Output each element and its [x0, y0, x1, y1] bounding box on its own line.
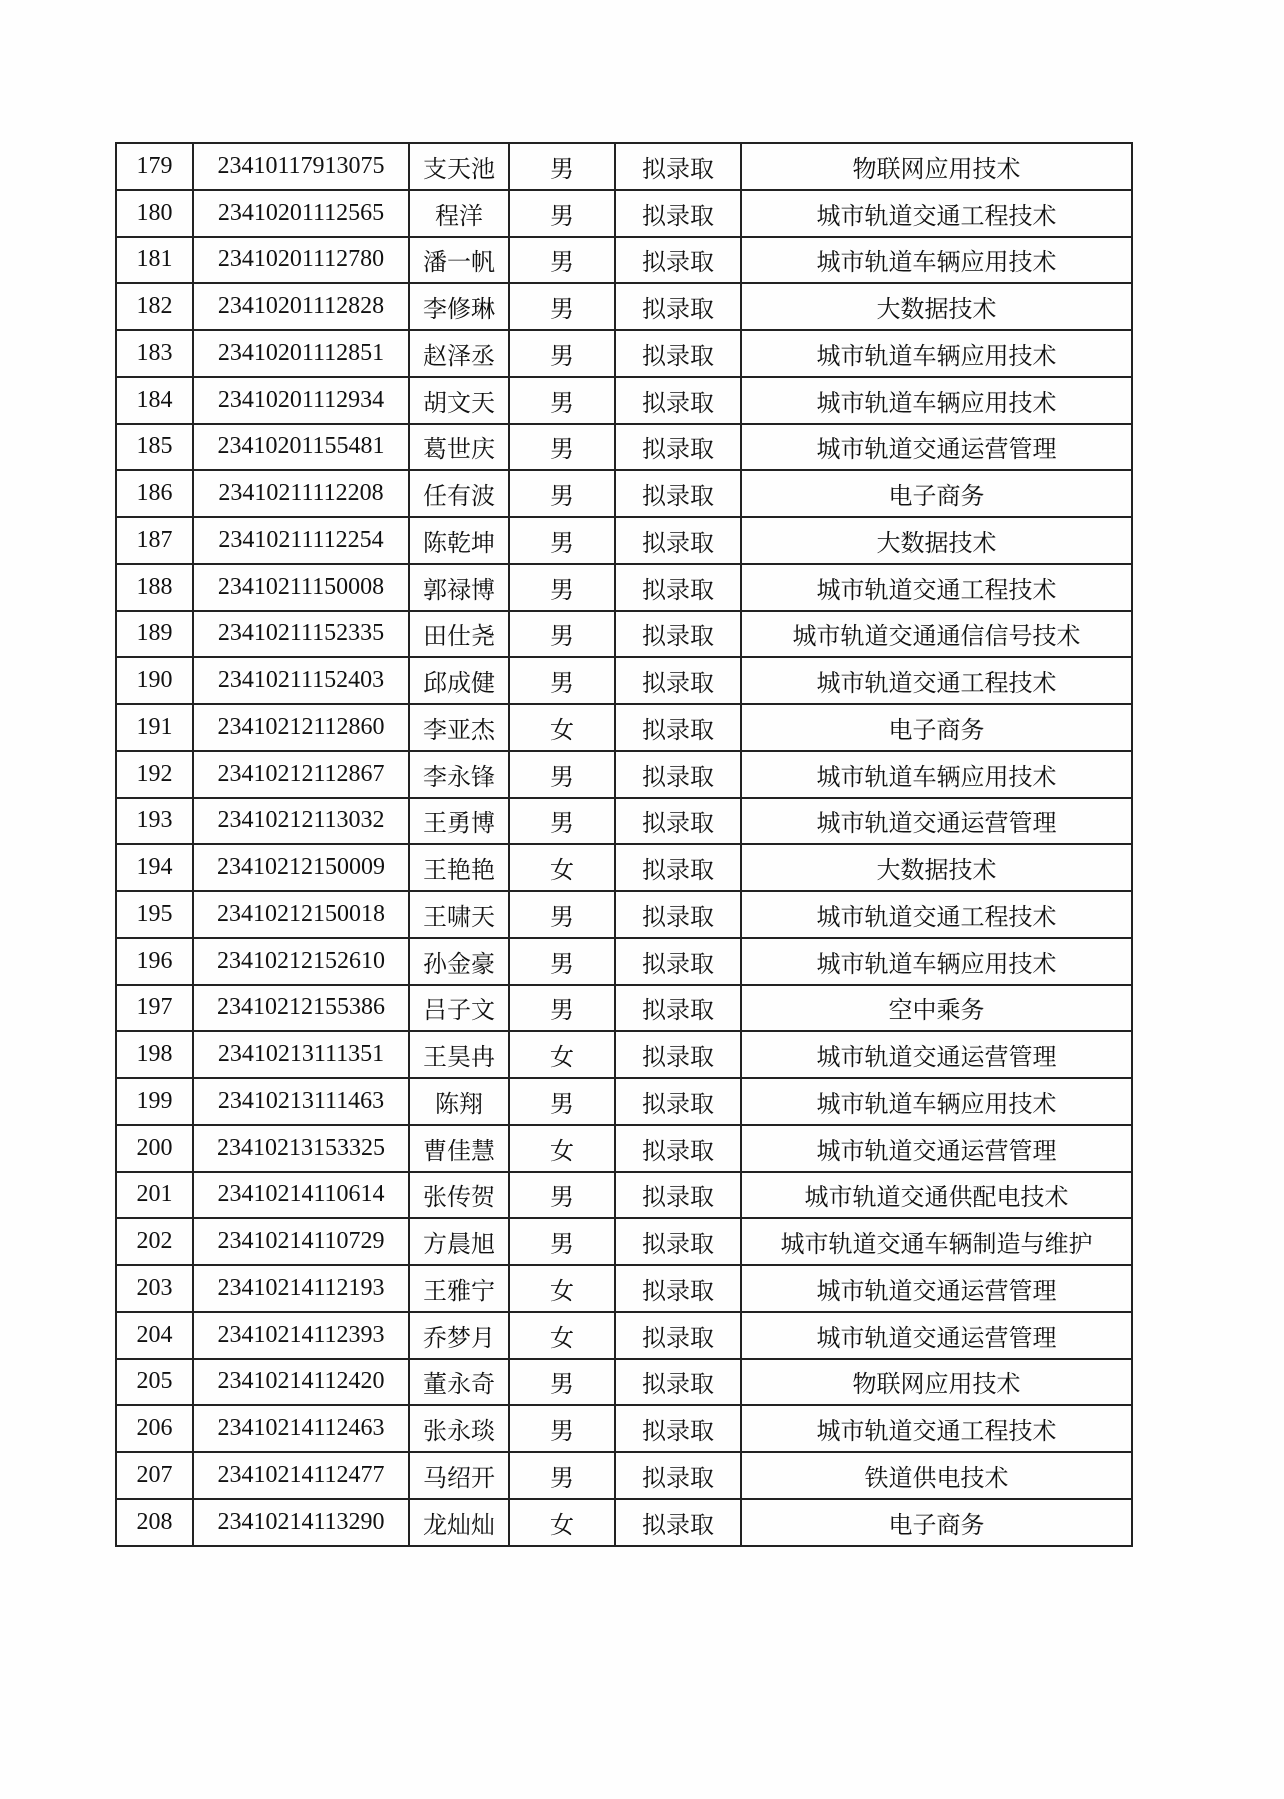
name-cell: 葛世庆 — [409, 424, 509, 471]
table-row — [116, 517, 1132, 564]
name-cell: 任有波 — [409, 470, 509, 517]
exam-number-cell: 23410211150008 — [193, 564, 409, 611]
major-cell: 大数据技术 — [741, 517, 1132, 564]
table-row — [116, 751, 1132, 798]
status-cell: 拟录取 — [615, 1125, 741, 1172]
major-cell: 空中乘务 — [741, 985, 1132, 1032]
status-cell: 拟录取 — [615, 470, 741, 517]
seq-cell: 195 — [116, 891, 193, 938]
major-cell: 城市轨道交通运营管理 — [741, 1125, 1132, 1172]
name-cell: 邱成健 — [409, 657, 509, 704]
seq-cell: 186 — [116, 470, 193, 517]
status-cell: 拟录取 — [615, 891, 741, 938]
seq-cell: 193 — [116, 798, 193, 845]
gender-cell: 男 — [509, 237, 615, 284]
seq-cell: 196 — [116, 938, 193, 985]
gender-cell: 男 — [509, 1452, 615, 1499]
name-cell: 董永奇 — [409, 1359, 509, 1406]
exam-number-cell: 23410212150009 — [193, 844, 409, 891]
seq-cell: 199 — [116, 1078, 193, 1125]
major-cell: 铁道供电技术 — [741, 1452, 1132, 1499]
exam-number-cell: 23410214112420 — [193, 1359, 409, 1406]
table-row — [116, 190, 1132, 237]
name-cell: 吕子文 — [409, 985, 509, 1032]
status-cell: 拟录取 — [615, 798, 741, 845]
gender-cell: 男 — [509, 517, 615, 564]
status-cell: 拟录取 — [615, 1405, 741, 1452]
exam-number-cell: 23410211112208 — [193, 470, 409, 517]
gender-cell: 男 — [509, 330, 615, 377]
exam-number-cell: 23410201112780 — [193, 237, 409, 284]
seq-cell: 191 — [116, 704, 193, 751]
major-cell: 大数据技术 — [741, 844, 1132, 891]
exam-number-cell: 23410212112860 — [193, 704, 409, 751]
exam-number-cell: 23410213153325 — [193, 1125, 409, 1172]
table-row — [116, 1078, 1132, 1125]
status-cell: 拟录取 — [615, 564, 741, 611]
name-cell: 李修琳 — [409, 283, 509, 330]
status-cell: 拟录取 — [615, 283, 741, 330]
gender-cell: 男 — [509, 377, 615, 424]
major-cell: 城市轨道交通工程技术 — [741, 564, 1132, 611]
seq-cell: 189 — [116, 611, 193, 658]
status-cell: 拟录取 — [615, 330, 741, 377]
status-cell: 拟录取 — [615, 1218, 741, 1265]
gender-cell: 女 — [509, 1265, 615, 1312]
table-row — [116, 330, 1132, 377]
seq-cell: 188 — [116, 564, 193, 611]
exam-number-cell: 23410201112934 — [193, 377, 409, 424]
table-row — [116, 1265, 1132, 1312]
seq-cell: 182 — [116, 283, 193, 330]
status-cell: 拟录取 — [615, 611, 741, 658]
major-cell: 城市轨道交通运营管理 — [741, 1265, 1132, 1312]
seq-cell: 187 — [116, 517, 193, 564]
table-row — [116, 1499, 1132, 1546]
major-cell: 物联网应用技术 — [741, 143, 1132, 190]
status-cell: 拟录取 — [615, 190, 741, 237]
name-cell: 陈乾坤 — [409, 517, 509, 564]
status-cell: 拟录取 — [615, 938, 741, 985]
status-cell: 拟录取 — [615, 844, 741, 891]
major-cell: 城市轨道车辆应用技术 — [741, 330, 1132, 377]
gender-cell: 男 — [509, 424, 615, 471]
exam-number-cell: 23410211112254 — [193, 517, 409, 564]
exam-number-cell: 23410212155386 — [193, 985, 409, 1032]
status-cell: 拟录取 — [615, 377, 741, 424]
table-row — [116, 704, 1132, 751]
seq-cell: 198 — [116, 1031, 193, 1078]
major-cell: 城市轨道交通工程技术 — [741, 1405, 1132, 1452]
name-cell: 田仕尧 — [409, 611, 509, 658]
exam-number-cell: 23410212150018 — [193, 891, 409, 938]
major-cell: 城市轨道交通运营管理 — [741, 1031, 1132, 1078]
table-row — [116, 1031, 1132, 1078]
seq-cell: 180 — [116, 190, 193, 237]
major-cell: 大数据技术 — [741, 283, 1132, 330]
status-cell: 拟录取 — [615, 143, 741, 190]
name-cell: 王昊冉 — [409, 1031, 509, 1078]
status-cell: 拟录取 — [615, 1031, 741, 1078]
status-cell: 拟录取 — [615, 237, 741, 284]
status-cell: 拟录取 — [615, 424, 741, 471]
exam-number-cell: 23410212112867 — [193, 751, 409, 798]
status-cell: 拟录取 — [615, 1172, 741, 1219]
status-cell: 拟录取 — [615, 1499, 741, 1546]
name-cell: 马绍开 — [409, 1452, 509, 1499]
seq-cell: 183 — [116, 330, 193, 377]
seq-cell: 185 — [116, 424, 193, 471]
seq-cell: 208 — [116, 1499, 193, 1546]
name-cell: 王艳艳 — [409, 844, 509, 891]
major-cell: 城市轨道交通车辆制造与维护 — [741, 1218, 1132, 1265]
name-cell: 龙灿灿 — [409, 1499, 509, 1546]
seq-cell: 205 — [116, 1359, 193, 1406]
exam-number-cell: 23410201155481 — [193, 424, 409, 471]
seq-cell: 202 — [116, 1218, 193, 1265]
table-row — [116, 798, 1132, 845]
seq-cell: 207 — [116, 1452, 193, 1499]
exam-number-cell: 23410201112565 — [193, 190, 409, 237]
name-cell: 王雅宁 — [409, 1265, 509, 1312]
exam-number-cell: 23410212113032 — [193, 798, 409, 845]
name-cell: 陈翔 — [409, 1078, 509, 1125]
gender-cell: 男 — [509, 891, 615, 938]
seq-cell: 204 — [116, 1312, 193, 1359]
exam-number-cell: 23410117913075 — [193, 143, 409, 190]
exam-number-cell: 23410214112193 — [193, 1265, 409, 1312]
seq-cell: 179 — [116, 143, 193, 190]
table-row — [116, 657, 1132, 704]
table-row — [116, 564, 1132, 611]
status-cell: 拟录取 — [615, 985, 741, 1032]
major-cell: 城市轨道交通工程技术 — [741, 657, 1132, 704]
gender-cell: 女 — [509, 1312, 615, 1359]
gender-cell: 女 — [509, 844, 615, 891]
table-row — [116, 1312, 1132, 1359]
exam-number-cell: 23410212152610 — [193, 938, 409, 985]
major-cell: 城市轨道车辆应用技术 — [741, 751, 1132, 798]
major-cell: 城市轨道车辆应用技术 — [741, 938, 1132, 985]
exam-number-cell: 23410211152403 — [193, 657, 409, 704]
name-cell: 李永锋 — [409, 751, 509, 798]
major-cell: 电子商务 — [741, 470, 1132, 517]
table-row — [116, 377, 1132, 424]
seq-cell: 181 — [116, 237, 193, 284]
exam-number-cell: 23410201112828 — [193, 283, 409, 330]
gender-cell: 男 — [509, 938, 615, 985]
status-cell: 拟录取 — [615, 1265, 741, 1312]
name-cell: 支天池 — [409, 143, 509, 190]
seq-cell: 184 — [116, 377, 193, 424]
gender-cell: 男 — [509, 470, 615, 517]
major-cell: 城市轨道交通工程技术 — [741, 891, 1132, 938]
major-cell: 城市轨道交通工程技术 — [741, 190, 1132, 237]
seq-cell: 192 — [116, 751, 193, 798]
name-cell: 潘一帆 — [409, 237, 509, 284]
major-cell: 城市轨道车辆应用技术 — [741, 1078, 1132, 1125]
table-row — [116, 237, 1132, 284]
gender-cell: 男 — [509, 283, 615, 330]
gender-cell: 男 — [509, 798, 615, 845]
status-cell: 拟录取 — [615, 1359, 741, 1406]
gender-cell: 男 — [509, 190, 615, 237]
name-cell: 乔梦月 — [409, 1312, 509, 1359]
major-cell: 物联网应用技术 — [741, 1359, 1132, 1406]
major-cell: 电子商务 — [741, 704, 1132, 751]
gender-cell: 女 — [509, 1125, 615, 1172]
seq-cell: 201 — [116, 1172, 193, 1219]
gender-cell: 男 — [509, 985, 615, 1032]
major-cell: 城市轨道交通运营管理 — [741, 798, 1132, 845]
seq-cell: 197 — [116, 985, 193, 1032]
status-cell: 拟录取 — [615, 1078, 741, 1125]
name-cell: 胡文天 — [409, 377, 509, 424]
name-cell: 王勇博 — [409, 798, 509, 845]
gender-cell: 男 — [509, 143, 615, 190]
gender-cell: 男 — [509, 1078, 615, 1125]
major-cell: 城市轨道车辆应用技术 — [741, 377, 1132, 424]
name-cell: 方晨旭 — [409, 1218, 509, 1265]
status-cell: 拟录取 — [615, 1452, 741, 1499]
seq-cell: 190 — [116, 657, 193, 704]
exam-number-cell: 23410214110729 — [193, 1218, 409, 1265]
table-row — [116, 891, 1132, 938]
exam-number-cell: 23410213111351 — [193, 1031, 409, 1078]
table-row — [116, 143, 1132, 190]
table-row — [116, 1359, 1132, 1406]
name-cell: 孙金豪 — [409, 938, 509, 985]
name-cell: 张传贺 — [409, 1172, 509, 1219]
table-row — [116, 470, 1132, 517]
exam-number-cell: 23410214112393 — [193, 1312, 409, 1359]
table-row — [116, 424, 1132, 471]
name-cell: 王啸天 — [409, 891, 509, 938]
name-cell: 郭禄博 — [409, 564, 509, 611]
table-row — [116, 611, 1132, 658]
seq-cell: 203 — [116, 1265, 193, 1312]
seq-cell: 200 — [116, 1125, 193, 1172]
major-cell: 电子商务 — [741, 1499, 1132, 1546]
name-cell: 李亚杰 — [409, 704, 509, 751]
major-cell: 城市轨道交通供配电技术 — [741, 1172, 1132, 1219]
exam-number-cell: 23410214112477 — [193, 1452, 409, 1499]
admission-table-body — [116, 143, 1132, 1546]
table-row — [116, 1172, 1132, 1219]
status-cell: 拟录取 — [615, 657, 741, 704]
table-row — [116, 985, 1132, 1032]
name-cell: 张永琰 — [409, 1405, 509, 1452]
status-cell: 拟录取 — [615, 517, 741, 564]
table-row — [116, 1452, 1132, 1499]
status-cell: 拟录取 — [615, 704, 741, 751]
gender-cell: 男 — [509, 1359, 615, 1406]
major-cell: 城市轨道交通通信信号技术 — [741, 611, 1132, 658]
status-cell: 拟录取 — [615, 751, 741, 798]
gender-cell: 男 — [509, 611, 615, 658]
gender-cell: 男 — [509, 1405, 615, 1452]
major-cell: 城市轨道交通运营管理 — [741, 424, 1132, 471]
table-row — [116, 938, 1132, 985]
exam-number-cell: 23410211152335 — [193, 611, 409, 658]
status-cell: 拟录取 — [615, 1312, 741, 1359]
gender-cell: 男 — [509, 564, 615, 611]
name-cell: 曹佳慧 — [409, 1125, 509, 1172]
table-row — [116, 1125, 1132, 1172]
table-row — [116, 1405, 1132, 1452]
name-cell: 赵泽丞 — [409, 330, 509, 377]
gender-cell: 男 — [509, 657, 615, 704]
table-row — [116, 1218, 1132, 1265]
admission-table — [115, 142, 1133, 1547]
gender-cell: 女 — [509, 1499, 615, 1546]
gender-cell: 女 — [509, 704, 615, 751]
major-cell: 城市轨道交通运营管理 — [741, 1312, 1132, 1359]
exam-number-cell: 23410214112463 — [193, 1405, 409, 1452]
table-row — [116, 283, 1132, 330]
seq-cell: 206 — [116, 1405, 193, 1452]
exam-number-cell: 23410214113290 — [193, 1499, 409, 1546]
major-cell: 城市轨道车辆应用技术 — [741, 237, 1132, 284]
exam-number-cell: 23410201112851 — [193, 330, 409, 377]
exam-number-cell: 23410214110614 — [193, 1172, 409, 1219]
seq-cell: 194 — [116, 844, 193, 891]
gender-cell: 男 — [509, 1218, 615, 1265]
gender-cell: 男 — [509, 751, 615, 798]
table-row — [116, 844, 1132, 891]
gender-cell: 女 — [509, 1031, 615, 1078]
gender-cell: 男 — [509, 1172, 615, 1219]
exam-number-cell: 23410213111463 — [193, 1078, 409, 1125]
name-cell: 程洋 — [409, 190, 509, 237]
